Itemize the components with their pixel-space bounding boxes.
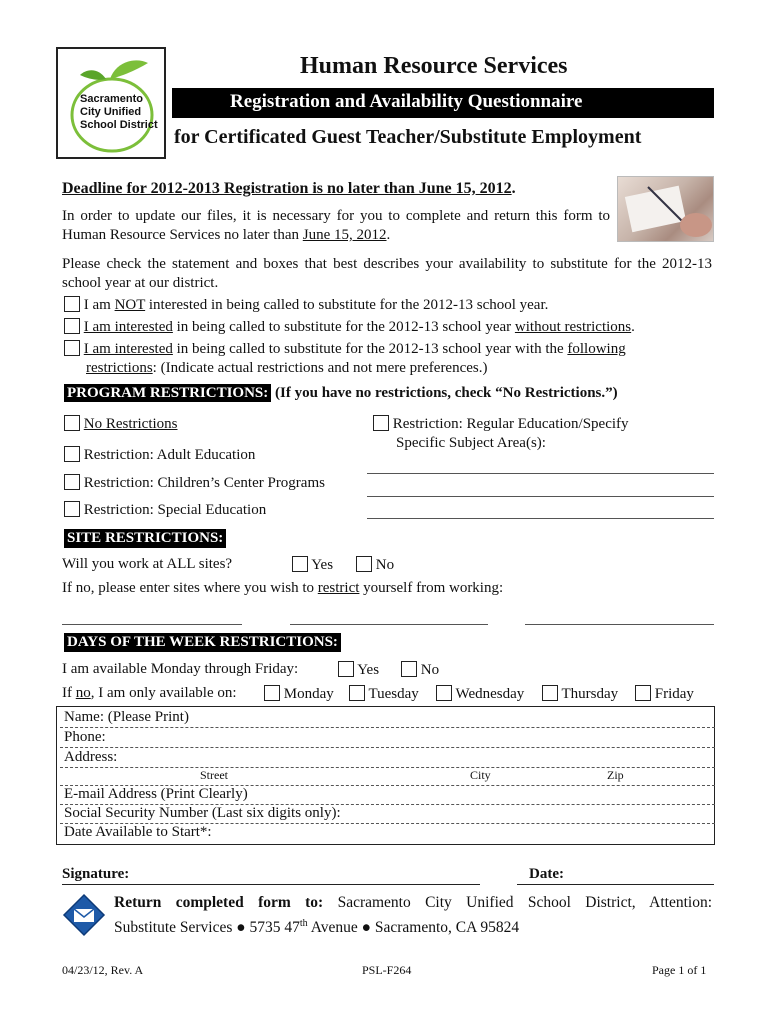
childrens-center-item: Restriction: Children’s Center Programs [64, 474, 325, 492]
thursday-checkbox[interactable] [542, 685, 558, 701]
site-no-checkbox[interactable] [356, 556, 372, 572]
subject-line-1[interactable] [367, 473, 714, 474]
envelope-icon [62, 893, 106, 937]
program-header-row [64, 385, 618, 402]
friday-checkbox[interactable] [635, 685, 651, 701]
childrens-center-checkbox[interactable] [64, 474, 80, 490]
footer-page: Page 1 of 1 [652, 963, 707, 977]
page-title: Human Resource Services [300, 53, 568, 79]
day-monday: Monday [264, 685, 334, 703]
intro-paragraph: In order to update our files, it is necessary for you to complete and return this form to Human Resource Services no later than June 15, 2012. [62, 208, 610, 243]
writing-photo [617, 176, 714, 242]
mail-icon [62, 893, 106, 937]
days-no-checkbox[interactable] [401, 661, 417, 677]
phone-field[interactable]: Phone: [60, 728, 715, 748]
adult-education-item: Restriction: Adult Education [64, 446, 255, 464]
logo-line2: City Unified [80, 106, 142, 118]
signature-field[interactable]: Signature: [62, 864, 480, 885]
deadline: Deadline for 2012-2013 Registration is no later than June 15, 2012. [62, 180, 516, 197]
days-header: DAYS OF THE WEEK RESTRICTIONS: [64, 633, 341, 652]
program-header: PROGRAM RESTRICTIONS: [64, 384, 271, 402]
special-education-item: Restriction: Special Education [64, 501, 266, 519]
regular-education-item: Restriction: Regular Education/Specify Specific Subject Area(s): [373, 415, 629, 453]
option-not-interested-checkbox[interactable] [64, 296, 80, 312]
option-with-restrictions: I am interested in being called to substitute for the 2012-13 school year with the following restrictions: (Indicate actual restrictions and not mere preferences.) [64, 340, 709, 378]
site-no: No [356, 556, 394, 574]
special-education-checkbox[interactable] [64, 501, 80, 517]
footer-form-id: PSL-F264 [362, 963, 412, 977]
day-wednesday: Wednesday [436, 685, 524, 703]
day-thursday: Thursday [542, 685, 618, 703]
regular-education-checkbox[interactable] [373, 415, 389, 431]
site-yes: Yes [292, 556, 333, 574]
option-no-restrictions-checkbox[interactable] [64, 318, 80, 334]
logo-line3: School District [80, 119, 158, 131]
subtitle-bar [172, 88, 714, 118]
days-question: I am available Monday through Friday: [62, 661, 299, 677]
site-line-2[interactable] [290, 624, 488, 625]
day-tuesday: Tuesday [349, 685, 419, 703]
option-not-interested: I am NOT interested in being called to substitute for the 2012-13 school year. [64, 296, 548, 314]
site-line-3[interactable] [525, 624, 714, 625]
subject-line-3[interactable] [367, 518, 714, 519]
district-logo [56, 47, 166, 159]
name-field[interactable]: Name: (Please Print) [60, 708, 715, 728]
option-with-restrictions-checkbox[interactable] [64, 340, 80, 356]
email-field[interactable]: E-mail Address (Print Clearly) [60, 785, 715, 805]
return-instructions: Return completed form to: Sacramento City Unified School District, Attention: Substitute Services ● 5735 47th Avenue ● Sacramento, CA 95824 [114, 894, 713, 937]
footer-revision: 04/23/12, Rev. A [62, 963, 144, 977]
subtitle: Registration and Availability Questionnaire [230, 91, 583, 112]
no-restrictions-item: No Restrictions [64, 415, 178, 433]
monday-checkbox[interactable] [264, 685, 280, 701]
days-if-no: If no, I am only available on: [62, 685, 237, 701]
wednesday-checkbox[interactable] [436, 685, 452, 701]
adult-education-checkbox[interactable] [64, 446, 80, 462]
site-yes-checkbox[interactable] [292, 556, 308, 572]
option-no-restrictions: I am interested in being called to substitute for the 2012-13 school year without restrictions. [64, 318, 635, 336]
start-date-field[interactable]: Date Available to Start*: [64, 824, 212, 840]
tuesday-checkbox[interactable] [349, 685, 365, 701]
logo-line1: Sacramento [80, 93, 143, 105]
days-yes: Yes [338, 661, 379, 679]
site-if-no: If no, please enter sites where you wish to restrict yourself from working: [62, 580, 504, 596]
check-intro: Please check the statement and boxes that best describes your availability to substitute for the 2012-13 school year at our district. [62, 256, 712, 291]
address-field[interactable]: Address: [60, 748, 715, 768]
pen-hand-icon [618, 177, 713, 241]
date-field[interactable]: Date: [517, 864, 714, 885]
address-sublabels: Street City Zip [60, 766, 715, 786]
days-yes-checkbox[interactable] [338, 661, 354, 677]
day-friday: Friday [635, 685, 694, 703]
days-no: No [401, 661, 439, 679]
ssn-field[interactable]: Social Security Number (Last six digits only): [60, 804, 715, 824]
no-restrictions-checkbox[interactable] [64, 415, 80, 431]
subject-line-2[interactable] [367, 496, 714, 497]
site-line-1[interactable] [62, 624, 242, 625]
site-header: SITE RESTRICTIONS: [64, 529, 226, 548]
program-note: (If you have no restrictions, check “No Restrictions.”) [275, 385, 618, 401]
subtitle-2: for Certificated Guest Teacher/Substitute Employment [174, 126, 642, 148]
site-question: Will you work at ALL sites? [62, 556, 233, 572]
